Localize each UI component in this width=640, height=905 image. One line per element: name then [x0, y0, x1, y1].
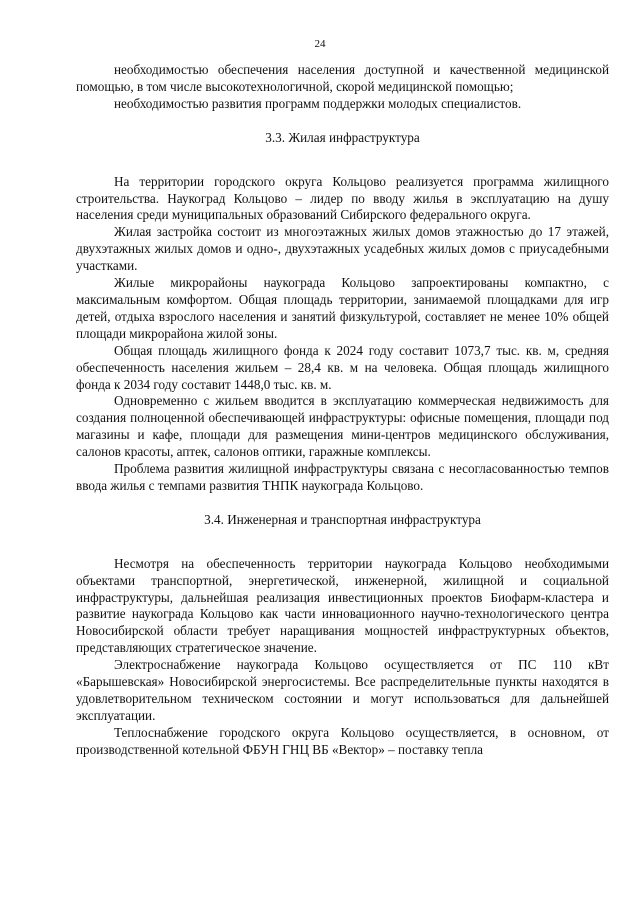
- paragraph: На территории городского округа Кольцово реализуется программа жилищного строительства. Наукоград Кольцово – лидер по вводу жилья в эксплуатацию на душу населения среди муниципальных образований Сибирского федерального округа.: [76, 173, 609, 223]
- paragraph: Общая площадь жилищного фонда к 2024 году составит 1073,7 тыс. кв. м, средняя обеспеченность населения жильем – 28,4 кв. м на человека. Общая площадь жилищного фонда к 2034 году составит 1448,0 тыс. кв. м.: [76, 342, 609, 392]
- paragraph: Жилые микрорайоны наукограда Кольцово запроектированы компактно, с максимальным комфортом. Общая площадь территории, занимаемой площадками для игр детей, отдыха взрослого населения и занятий физкультурой, составляет не менее 10% общей площади микрорайона жилой зоны.: [76, 275, 609, 341]
- section-heading-3-4: 3.4. Инженерная и транспортная инфраструктура: [204, 511, 481, 527]
- page-content: [76, 62, 609, 759]
- paragraph: необходимостью развития программ поддержки молодых специалистов.: [114, 95, 522, 111]
- paragraph: Проблема развития жилищной инфраструктуры связана с несогласованностью темпов ввода жилья с темпами развития ТНПК наукограда Кольцово.: [76, 461, 609, 493]
- paragraph: Теплоснабжение городского округа Кольцово осуществляется, в основном, от производственной котельной ФБУН ГНЦ ВБ «Вектор» – поставку тепла: [76, 724, 609, 757]
- section-heading-3-3: 3.3. Жилая инфраструктура: [265, 129, 420, 145]
- paragraph: Одновременно с жильем вводится в эксплуатацию коммерческая недвижимость для создания полноценной обеспечивающей инфраструктуры: офисные помещения, площади под магазины и кафе, площади для размещения мини-центров медицинского обслуживания, салонов красоты, аптек, салонов оптики, гаражные комплексы.: [76, 393, 609, 460]
- page-number: 24: [314, 38, 326, 50]
- paragraph: Жилая застройка состоит из многоэтажных жилых домов этажностью до 17 этажей, двухэтажных жилых домов и одно-, двухэтажных усадебных жилых домов с приусадебными участками.: [76, 224, 609, 274]
- paragraph: Электроснабжение наукограда Кольцово осуществляется от ПС 110 кВт «Барышевская» Новосибирской энергосистемы. Все распределительные пункты находятся в удовлетворительном техническом состоянии и могут использоваться для дальнейшей эксплуатации.: [76, 657, 609, 723]
- paragraph: необходимостью обеспечения населения доступной и качественной медицинской помощью, в том числе высокотехнологичной, скорой медицинской помощью;: [76, 62, 609, 94]
- paragraph: Несмотря на обеспеченность территории наукограда Кольцово необходимыми объектами транспортной, энергетической, инженерной, жилищной и социальной инфраструктуры, дальнейшая реализация инвестиционных проектов Биофарм-кластера и развитие наукограда Кольцово как части инновационного научно-технологического центра Новосибирской области требует наращивания мощностей инфраструктурных объектов, представляющих стратегическое значение.: [76, 555, 609, 656]
